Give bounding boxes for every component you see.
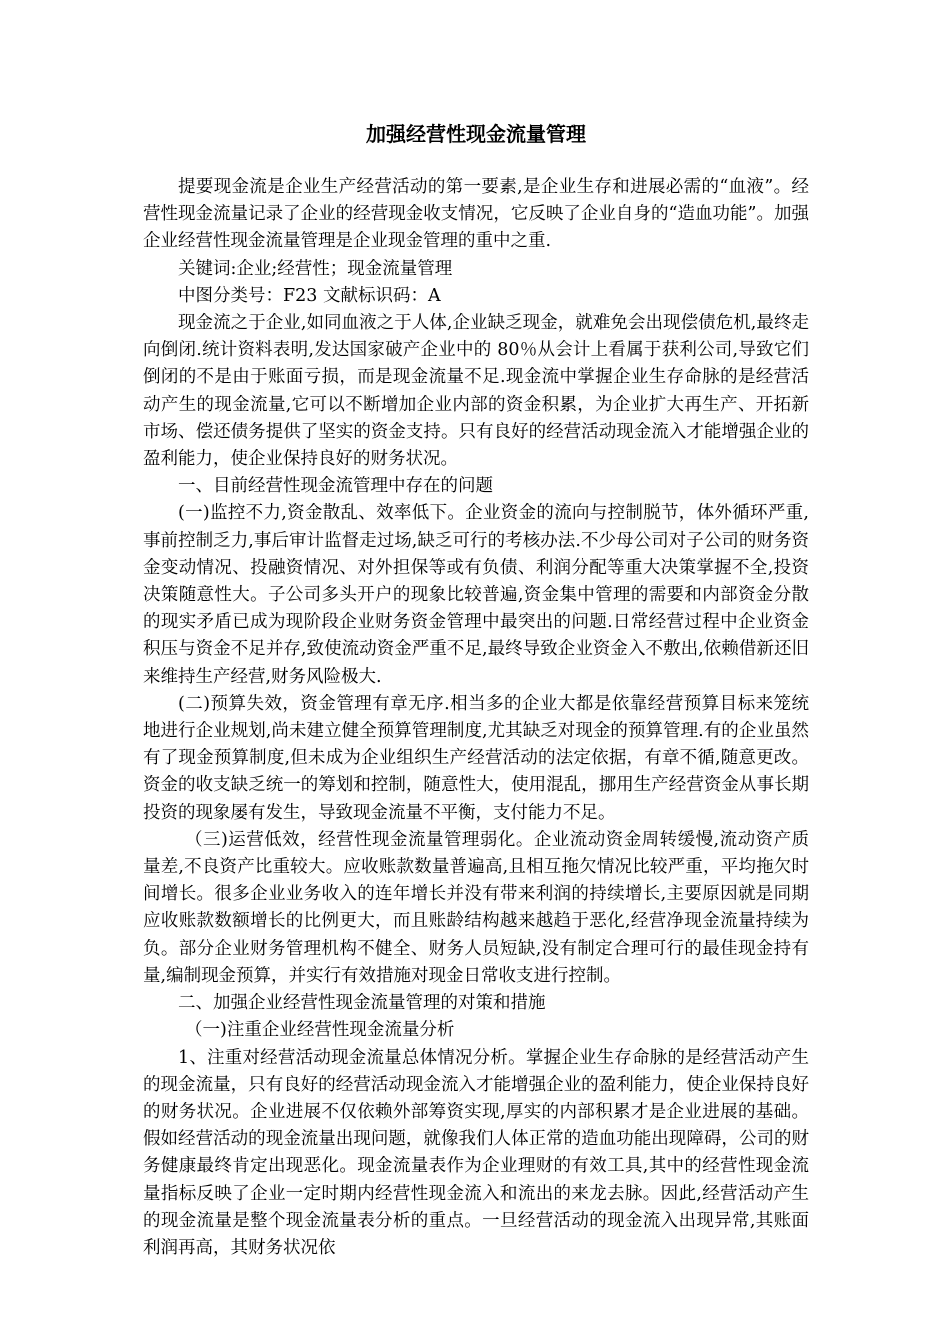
body-paragraph: （三)运营低效，经营性现金流量管理弱化。企业流动资金周转缓慢,流动资产质量差,不良资产比重较大。应收账款数量普遍高,且相互拖欠情况比较严重，平均拖欠时间增长。很多企业业务收入的连年增长并没有带来利润的持续增长,主要原因就是同期应收账款数额增长的比例更大，而且账龄结构越来越趋于恶化,经营净现金流量持续为负。部分企业财务管理机构不健全、财务人员短缺,没有制定合理可行的最佳现金持有量,编制现金预算，并实行有效措施对现金日常收支进行控制。 (143, 829, 809, 986)
body-paragraph: 现金流之于企业,如同血液之于人体,企业缺乏现金，就难免会出现偿债危机,最终走向倒闭.统计资料表明,发达国家破产企业中的 80％从会计上看属于获利公司,导致它们倒闭的不是由于账面亏损，而是现金流量不足.现金流中掌握企业生存命脉的是经营活动产生的现金流量,它可以不断增加企业内部的资金积累，为企业扩大再生产、开拓新市场、偿还债务提供了坚实的资金支持。只有良好的经营活动现金流入才能增强企业的盈利能力，使企业保持良好的财务状况。 (143, 313, 809, 470)
abstract-paragraph: 提要现金流是企业生产经营活动的第一要素,是企业生存和进展必需的“血液”。经营性现金流量记录了企业的经营现金收支情况，它反映了企业自身的“造血功能”。加强企业经营性现金流量管理是企业现金管理的重中之重. (143, 177, 809, 252)
body-paragraph: (一)监控不力,资金散乱、效率低下。企业资金的流向与控制脱节，体外循环严重,事前控制乏力,事后审计监督走过场,缺乏可行的考核办法.不少母公司对子公司的财务资金变动情况、投融资情况、对外担保等或有负债、利润分配等重大决策掌握不全,投资决策随意性大。子公司多头开户的现象比较普遍,资金集中管理的需要和内部资金分散的现实矛盾已成为现阶段企业财务资金管理中最突出的问题.日常经营过程中企业资金积压与资金不足并存,致使流动资金严重不足,最终导致企业资金入不敷出,依赖借新还旧来维持生产经营,财务风险极大. (143, 503, 809, 687)
subsection-heading: （一)注重企业经营性现金流量分析 (185, 1020, 455, 1041)
section-heading: 二、加强企业经营性现金流量管理的对策和措施 (178, 993, 546, 1014)
body-paragraph: 1、注重对经营活动现金流量总体情况分析。掌握企业生存命脉的是经营活动产生的现金流量，只有良好的经营活动现金流入才能增强企业的盈利能力，使企业保持良好的财务状况。企业进展不仅依赖外部筹资实现,厚实的内部积累才是企业进展的基础。假如经营活动的现金流量出现问题，就像我们人体正常的造血功能出现障碍，公司的财务健康最终肯定出现恶化。现金流量表作为企业理财的有效工具,其中的经营性现金流量指标反映了企业一定时期内经营性现金流入和流出的来龙去脉。因此,经营活动产生的现金流量是整个现金流量表分析的重点。一旦经营活动的现金流入出现异常,其账面利润再高，其财务状况依 (143, 1047, 809, 1258)
section-heading: 一、目前经营性现金流管理中存在的问题 (178, 476, 493, 497)
keywords-line: 关键词:企业;经营性；现金流量管理 (178, 258, 453, 279)
document-title: 加强经营性现金流量管理 (366, 122, 586, 146)
classification-line: 中图分类号：F23 文献标识码：A (178, 285, 441, 306)
body-paragraph: (二)预算失效，资金管理有章无序.相当多的企业大都是依靠经营预算目标来笼统地进行企业规划,尚未建立健全预算管理制度,尤其缺乏对现金的预算管理.有的企业虽然有了现金预算制度,但未成为企业组织生产经营活动的法定依据，有章不循,随意更改。资金的收支缺乏统一的筹划和控制，随意性大，使用混乱，挪用生产经营资金从事长期投资的现象屡有发生，导致现金流量不平衡，支付能力不足。 (143, 693, 809, 823)
document-page (143, 118, 809, 1262)
